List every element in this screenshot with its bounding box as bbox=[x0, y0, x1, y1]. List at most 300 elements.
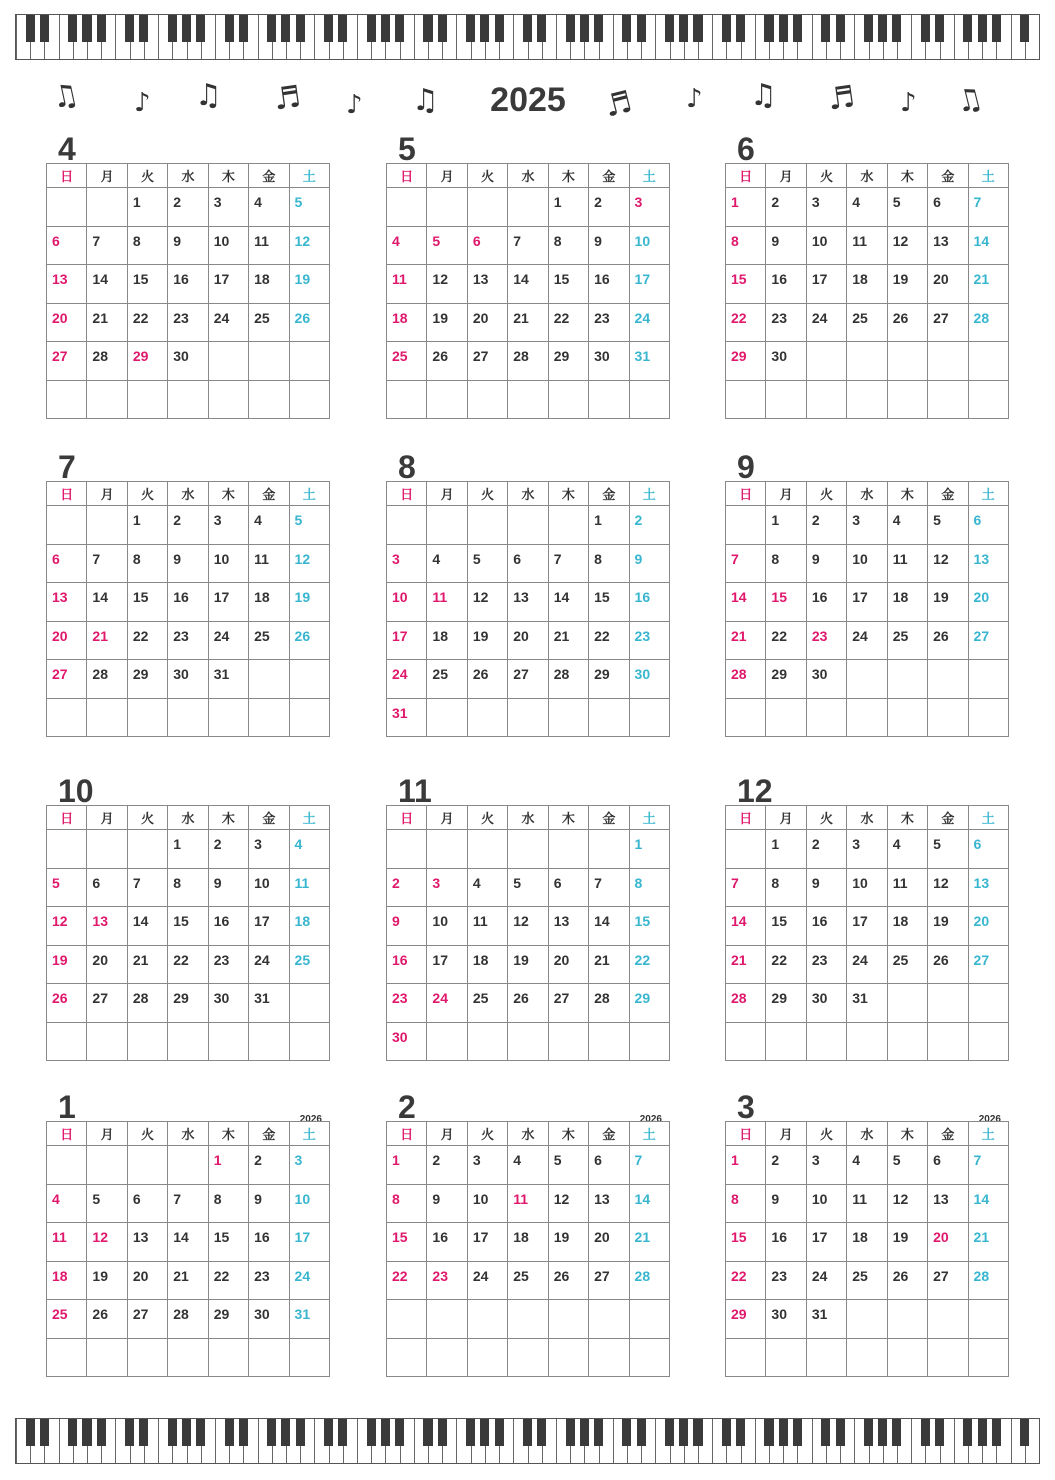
day-cell: 27 bbox=[47, 660, 87, 699]
piano-black-key bbox=[580, 1419, 589, 1446]
day-cell: 23 bbox=[208, 945, 248, 984]
day-cell: 13 bbox=[589, 1184, 629, 1223]
day-cell: 24 bbox=[427, 984, 467, 1023]
week-row bbox=[47, 1338, 330, 1377]
day-cell: 31 bbox=[289, 1300, 329, 1339]
piano-black-key bbox=[935, 15, 944, 42]
day-cell: 8 bbox=[127, 544, 167, 583]
day-cell: 5 bbox=[928, 830, 968, 869]
piano-black-key bbox=[665, 1419, 674, 1446]
day-cell: 17 bbox=[629, 265, 669, 304]
day-cell: 18 bbox=[387, 303, 427, 342]
day-cell: 8 bbox=[766, 544, 806, 583]
day-cell: 3 bbox=[629, 188, 669, 227]
day-cell: 21 bbox=[968, 265, 1008, 304]
day-cell: 21 bbox=[548, 621, 588, 660]
day-cell: 4 bbox=[289, 830, 329, 869]
week-row bbox=[726, 544, 1009, 583]
weekday-header: 木 bbox=[548, 482, 588, 506]
empty-day-cell bbox=[726, 830, 766, 869]
day-cell: 4 bbox=[847, 1146, 887, 1185]
empty-day-cell bbox=[968, 1022, 1008, 1061]
piano-black-key bbox=[892, 1419, 901, 1446]
piano-black-key bbox=[381, 1419, 390, 1446]
piano-black-key bbox=[139, 15, 148, 42]
day-cell: 15 bbox=[127, 265, 167, 304]
weekday-header: 月 bbox=[87, 164, 127, 188]
empty-day-cell bbox=[928, 380, 968, 419]
piano-black-key bbox=[324, 1419, 333, 1446]
piano-black-key bbox=[267, 15, 276, 42]
day-cell: 29 bbox=[726, 342, 766, 381]
piano-black-key bbox=[395, 1419, 404, 1446]
piano-black-key bbox=[537, 15, 546, 42]
weekday-header-row bbox=[387, 1122, 670, 1146]
piano-black-key bbox=[992, 1419, 1001, 1446]
day-cell: 18 bbox=[887, 583, 927, 622]
day-cell: 4 bbox=[427, 544, 467, 583]
empty-day-cell bbox=[47, 1146, 87, 1185]
empty-day-cell bbox=[968, 380, 1008, 419]
week-row bbox=[47, 544, 330, 583]
empty-day-cell bbox=[47, 506, 87, 545]
week-row bbox=[726, 1261, 1009, 1300]
day-cell: 27 bbox=[928, 1261, 968, 1300]
piano-black-key bbox=[523, 15, 532, 42]
calendar-table bbox=[386, 1121, 670, 1377]
week-row bbox=[47, 830, 330, 869]
empty-day-cell bbox=[289, 1022, 329, 1061]
piano-black-key bbox=[779, 1419, 788, 1446]
empty-day-cell bbox=[47, 1022, 87, 1061]
piano-black-key bbox=[764, 15, 773, 42]
day-cell: 15 bbox=[766, 907, 806, 946]
day-cell: 3 bbox=[208, 506, 248, 545]
empty-day-cell bbox=[249, 342, 289, 381]
week-row bbox=[47, 303, 330, 342]
weekday-header: 月 bbox=[427, 1122, 467, 1146]
weekday-header: 金 bbox=[249, 482, 289, 506]
week-row bbox=[387, 265, 670, 304]
week-row bbox=[726, 660, 1009, 699]
day-cell: 2 bbox=[208, 830, 248, 869]
day-cell: 29 bbox=[589, 660, 629, 699]
empty-day-cell bbox=[508, 1022, 548, 1061]
day-cell: 8 bbox=[726, 1184, 766, 1223]
day-cell: 14 bbox=[127, 907, 167, 946]
empty-day-cell bbox=[589, 830, 629, 869]
empty-day-cell bbox=[887, 984, 927, 1023]
day-cell: 14 bbox=[168, 1223, 208, 1262]
day-cell: 27 bbox=[589, 1261, 629, 1300]
piano-black-key bbox=[438, 15, 447, 42]
weekday-header: 土 bbox=[968, 1122, 1008, 1146]
day-cell: 6 bbox=[968, 506, 1008, 545]
empty-day-cell bbox=[289, 1338, 329, 1377]
piano-black-key bbox=[921, 1419, 930, 1446]
weekday-header: 火 bbox=[806, 482, 846, 506]
weekday-header: 火 bbox=[127, 806, 167, 830]
day-cell: 1 bbox=[168, 830, 208, 869]
empty-day-cell bbox=[427, 1300, 467, 1339]
day-cell: 4 bbox=[47, 1184, 87, 1223]
day-cell: 29 bbox=[548, 342, 588, 381]
weekday-header: 水 bbox=[508, 482, 548, 506]
empty-day-cell bbox=[766, 1022, 806, 1061]
day-cell: 18 bbox=[847, 1223, 887, 1262]
piano-black-key bbox=[296, 15, 305, 42]
empty-day-cell bbox=[387, 506, 427, 545]
piano-black-key bbox=[296, 1419, 305, 1446]
empty-day-cell bbox=[47, 188, 87, 227]
day-cell: 7 bbox=[968, 1146, 1008, 1185]
week-row bbox=[47, 226, 330, 265]
day-cell: 15 bbox=[589, 583, 629, 622]
weekday-header: 土 bbox=[968, 164, 1008, 188]
piano-black-key bbox=[892, 15, 901, 42]
piano-black-key bbox=[267, 1419, 276, 1446]
piano-black-key bbox=[196, 1419, 205, 1446]
day-cell: 25 bbox=[847, 303, 887, 342]
day-cell: 1 bbox=[726, 1146, 766, 1185]
day-cell: 5 bbox=[427, 226, 467, 265]
day-cell: 17 bbox=[249, 907, 289, 946]
day-cell: 27 bbox=[928, 303, 968, 342]
weekday-header: 土 bbox=[629, 482, 669, 506]
day-cell: 19 bbox=[548, 1223, 588, 1262]
empty-day-cell bbox=[548, 506, 588, 545]
week-row bbox=[387, 621, 670, 660]
day-cell: 1 bbox=[127, 188, 167, 227]
day-cell: 16 bbox=[629, 583, 669, 622]
piano-black-key bbox=[935, 1419, 944, 1446]
piano-black-key bbox=[26, 1419, 35, 1446]
piano-black-key bbox=[693, 1419, 702, 1446]
day-cell: 21 bbox=[726, 945, 766, 984]
day-cell: 11 bbox=[887, 868, 927, 907]
day-cell: 16 bbox=[589, 265, 629, 304]
piano-black-key bbox=[921, 15, 930, 42]
day-cell: 27 bbox=[508, 660, 548, 699]
day-cell: 20 bbox=[47, 621, 87, 660]
month-number: 6 bbox=[737, 131, 755, 167]
day-cell: 20 bbox=[968, 907, 1008, 946]
month-number: 11 bbox=[398, 773, 432, 809]
music-note-icon: ♬ bbox=[825, 79, 858, 118]
day-cell: 31 bbox=[847, 984, 887, 1023]
week-row bbox=[726, 1223, 1009, 1262]
empty-day-cell bbox=[508, 830, 548, 869]
weekday-header: 金 bbox=[249, 806, 289, 830]
day-cell: 10 bbox=[208, 226, 248, 265]
empty-day-cell bbox=[548, 1300, 588, 1339]
empty-day-cell bbox=[887, 1300, 927, 1339]
day-cell: 7 bbox=[726, 544, 766, 583]
day-cell: 21 bbox=[508, 303, 548, 342]
day-cell: 9 bbox=[208, 868, 248, 907]
empty-day-cell bbox=[289, 698, 329, 737]
day-cell: 19 bbox=[508, 945, 548, 984]
day-cell: 27 bbox=[968, 621, 1008, 660]
weekday-header: 土 bbox=[629, 1122, 669, 1146]
empty-day-cell bbox=[467, 698, 507, 737]
empty-day-cell bbox=[87, 1338, 127, 1377]
empty-day-cell bbox=[928, 698, 968, 737]
empty-day-cell bbox=[928, 984, 968, 1023]
day-cell: 25 bbox=[887, 621, 927, 660]
day-cell: 6 bbox=[47, 226, 87, 265]
weekday-header-row bbox=[726, 806, 1009, 830]
day-cell: 22 bbox=[127, 621, 167, 660]
day-cell: 6 bbox=[508, 544, 548, 583]
day-cell: 28 bbox=[726, 660, 766, 699]
day-cell: 19 bbox=[47, 945, 87, 984]
day-cell: 15 bbox=[208, 1223, 248, 1262]
empty-day-cell bbox=[548, 830, 588, 869]
piano-black-key bbox=[281, 15, 290, 42]
day-cell: 19 bbox=[289, 265, 329, 304]
day-cell: 2 bbox=[589, 188, 629, 227]
day-cell: 1 bbox=[766, 506, 806, 545]
weekday-header: 日 bbox=[726, 164, 766, 188]
day-cell: 20 bbox=[127, 1261, 167, 1300]
week-row bbox=[387, 907, 670, 946]
empty-day-cell bbox=[968, 342, 1008, 381]
weekday-header: 水 bbox=[847, 164, 887, 188]
day-cell: 24 bbox=[629, 303, 669, 342]
day-cell: 24 bbox=[467, 1261, 507, 1300]
day-cell: 9 bbox=[387, 907, 427, 946]
weekday-header: 日 bbox=[726, 1122, 766, 1146]
week-row bbox=[47, 984, 330, 1023]
empty-day-cell bbox=[968, 1300, 1008, 1339]
piano-black-key bbox=[381, 15, 390, 42]
piano-black-key bbox=[978, 1419, 987, 1446]
day-cell: 23 bbox=[387, 984, 427, 1023]
piano-black-key bbox=[537, 1419, 546, 1446]
day-cell: 19 bbox=[928, 583, 968, 622]
empty-day-cell bbox=[387, 188, 427, 227]
empty-day-cell bbox=[208, 1338, 248, 1377]
empty-day-cell bbox=[127, 1338, 167, 1377]
piano-keyboard-top-border bbox=[15, 14, 1040, 60]
day-cell: 15 bbox=[726, 265, 766, 304]
piano-black-key bbox=[594, 1419, 603, 1446]
day-cell: 24 bbox=[208, 621, 248, 660]
day-cell: 4 bbox=[887, 506, 927, 545]
day-cell: 9 bbox=[766, 1184, 806, 1223]
day-cell: 14 bbox=[87, 583, 127, 622]
day-cell: 13 bbox=[968, 544, 1008, 583]
day-cell: 31 bbox=[629, 342, 669, 381]
day-cell: 8 bbox=[127, 226, 167, 265]
week-row bbox=[47, 660, 330, 699]
day-cell: 6 bbox=[127, 1184, 167, 1223]
day-cell: 6 bbox=[47, 544, 87, 583]
day-cell: 5 bbox=[467, 544, 507, 583]
weekday-header: 金 bbox=[589, 1122, 629, 1146]
empty-day-cell bbox=[467, 1338, 507, 1377]
weekday-header: 土 bbox=[289, 164, 329, 188]
piano-black-key bbox=[764, 1419, 773, 1446]
week-row bbox=[726, 583, 1009, 622]
empty-day-cell bbox=[766, 1338, 806, 1377]
weekday-header: 金 bbox=[589, 164, 629, 188]
piano-black-key bbox=[864, 1419, 873, 1446]
day-cell: 30 bbox=[806, 660, 846, 699]
day-cell: 22 bbox=[548, 303, 588, 342]
day-cell: 16 bbox=[208, 907, 248, 946]
day-cell: 26 bbox=[47, 984, 87, 1023]
week-row bbox=[726, 1022, 1009, 1061]
week-row bbox=[47, 506, 330, 545]
weekday-header: 木 bbox=[887, 806, 927, 830]
week-row bbox=[387, 1223, 670, 1262]
piano-black-key bbox=[836, 15, 845, 42]
day-cell: 25 bbox=[387, 342, 427, 381]
day-cell: 20 bbox=[47, 303, 87, 342]
day-cell: 30 bbox=[766, 342, 806, 381]
day-cell: 7 bbox=[508, 226, 548, 265]
empty-day-cell bbox=[548, 1022, 588, 1061]
weekday-header: 土 bbox=[629, 164, 669, 188]
day-cell: 28 bbox=[87, 660, 127, 699]
day-cell: 21 bbox=[87, 621, 127, 660]
piano-black-key bbox=[693, 15, 702, 42]
piano-black-key bbox=[40, 15, 49, 42]
day-cell: 30 bbox=[208, 984, 248, 1023]
day-cell: 3 bbox=[467, 1146, 507, 1185]
day-cell: 3 bbox=[387, 544, 427, 583]
piano-black-key bbox=[637, 15, 646, 42]
piano-black-key bbox=[736, 15, 745, 42]
day-cell: 23 bbox=[168, 621, 208, 660]
day-cell: 13 bbox=[127, 1223, 167, 1262]
weekday-header: 水 bbox=[508, 806, 548, 830]
weekday-header: 金 bbox=[928, 1122, 968, 1146]
weekday-header: 火 bbox=[127, 1122, 167, 1146]
day-cell: 18 bbox=[427, 621, 467, 660]
header bbox=[0, 78, 1055, 128]
day-cell: 10 bbox=[847, 868, 887, 907]
month-number: 9 bbox=[737, 449, 755, 485]
weekday-header: 月 bbox=[766, 164, 806, 188]
empty-day-cell bbox=[467, 188, 507, 227]
empty-day-cell bbox=[249, 1022, 289, 1061]
day-cell: 17 bbox=[806, 265, 846, 304]
week-row bbox=[47, 380, 330, 419]
day-cell: 1 bbox=[629, 830, 669, 869]
weekday-header: 金 bbox=[589, 482, 629, 506]
day-cell: 30 bbox=[766, 1300, 806, 1339]
music-note-icon: ♫ bbox=[750, 78, 777, 113]
empty-day-cell bbox=[726, 1338, 766, 1377]
day-cell: 16 bbox=[168, 265, 208, 304]
weekday-header: 火 bbox=[127, 482, 167, 506]
piano-black-key bbox=[722, 1419, 731, 1446]
day-cell: 12 bbox=[548, 1184, 588, 1223]
day-cell: 24 bbox=[249, 945, 289, 984]
piano-black-key bbox=[239, 1419, 248, 1446]
music-note-icon: ♪ bbox=[686, 84, 703, 114]
day-cell: 20 bbox=[467, 303, 507, 342]
empty-day-cell bbox=[168, 698, 208, 737]
week-row bbox=[726, 984, 1009, 1023]
empty-day-cell bbox=[427, 830, 467, 869]
weekday-header: 日 bbox=[47, 1122, 87, 1146]
day-cell: 19 bbox=[87, 1261, 127, 1300]
weekday-header: 金 bbox=[249, 164, 289, 188]
piano-black-key bbox=[139, 1419, 148, 1446]
month-number: 1 bbox=[58, 1089, 76, 1125]
day-cell: 21 bbox=[629, 1223, 669, 1262]
week-row bbox=[387, 1338, 670, 1377]
week-row bbox=[47, 1300, 330, 1339]
day-cell: 25 bbox=[427, 660, 467, 699]
day-cell: 7 bbox=[87, 226, 127, 265]
weekday-header: 水 bbox=[168, 164, 208, 188]
day-cell: 21 bbox=[726, 621, 766, 660]
week-row bbox=[387, 506, 670, 545]
day-cell: 7 bbox=[589, 868, 629, 907]
piano-black-key bbox=[168, 15, 177, 42]
day-cell: 1 bbox=[208, 1146, 248, 1185]
empty-day-cell bbox=[806, 1338, 846, 1377]
piano-black-key bbox=[125, 15, 134, 42]
empty-day-cell bbox=[289, 660, 329, 699]
day-cell: 23 bbox=[249, 1261, 289, 1300]
day-cell: 27 bbox=[548, 984, 588, 1023]
empty-day-cell bbox=[249, 698, 289, 737]
day-cell: 14 bbox=[508, 265, 548, 304]
music-note-icon: ♫ bbox=[952, 80, 987, 121]
month-number: 12 bbox=[737, 773, 773, 809]
piano-black-key bbox=[495, 15, 504, 42]
day-cell: 14 bbox=[548, 583, 588, 622]
week-row bbox=[47, 868, 330, 907]
day-cell: 6 bbox=[928, 188, 968, 227]
calendar-table bbox=[725, 1121, 1009, 1377]
day-cell: 6 bbox=[968, 830, 1008, 869]
piano-black-key bbox=[423, 1419, 432, 1446]
piano-black-key bbox=[367, 1419, 376, 1446]
day-cell: 15 bbox=[766, 583, 806, 622]
piano-black-key bbox=[82, 15, 91, 42]
day-cell: 30 bbox=[806, 984, 846, 1023]
empty-day-cell bbox=[968, 660, 1008, 699]
empty-day-cell bbox=[87, 380, 127, 419]
day-cell: 24 bbox=[208, 303, 248, 342]
weekday-header-row bbox=[47, 164, 330, 188]
weekday-header: 火 bbox=[806, 164, 846, 188]
day-cell: 17 bbox=[387, 621, 427, 660]
week-row bbox=[726, 907, 1009, 946]
day-cell: 11 bbox=[249, 226, 289, 265]
empty-day-cell bbox=[208, 1022, 248, 1061]
empty-day-cell bbox=[806, 342, 846, 381]
day-cell: 6 bbox=[589, 1146, 629, 1185]
day-cell: 25 bbox=[249, 621, 289, 660]
weekday-header: 日 bbox=[47, 482, 87, 506]
day-cell: 17 bbox=[208, 583, 248, 622]
day-cell: 19 bbox=[427, 303, 467, 342]
empty-day-cell bbox=[928, 660, 968, 699]
week-row bbox=[387, 1261, 670, 1300]
calendar-table bbox=[725, 481, 1009, 737]
piano-black-key bbox=[836, 1419, 845, 1446]
weekday-header: 月 bbox=[87, 482, 127, 506]
day-cell: 31 bbox=[249, 984, 289, 1023]
